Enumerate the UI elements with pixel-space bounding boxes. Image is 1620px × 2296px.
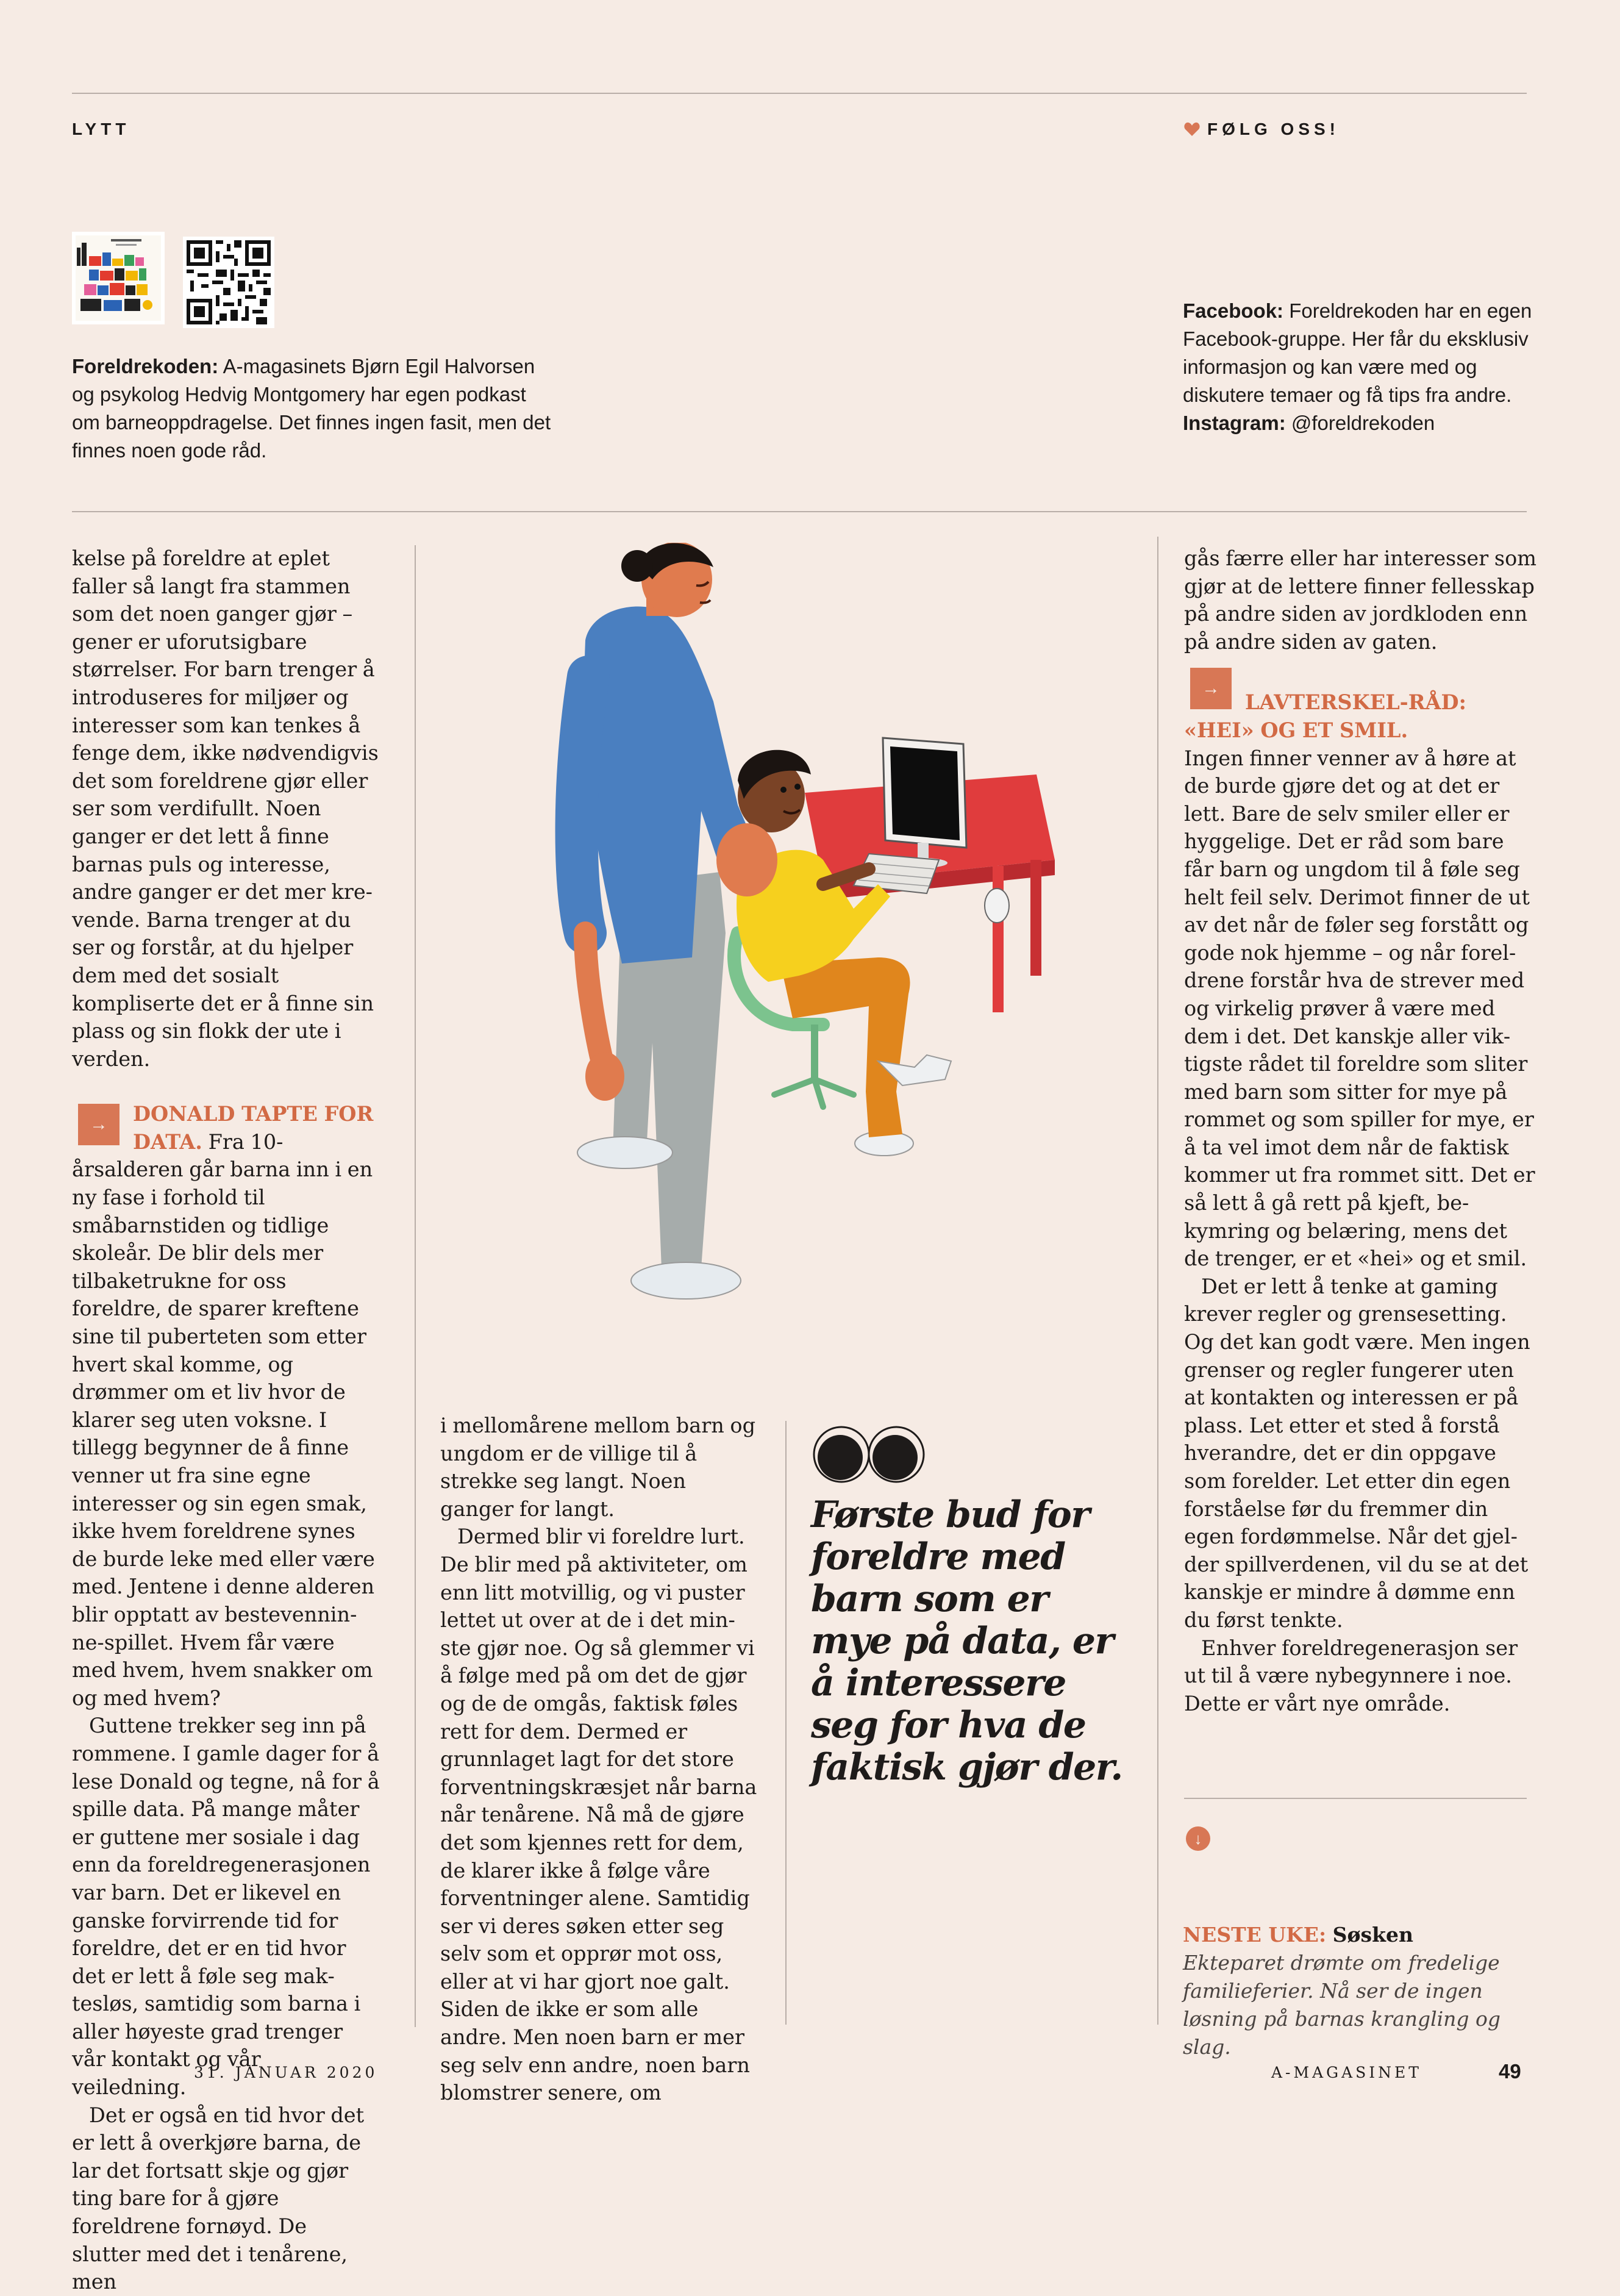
arrow-down-icon[interactable]: ↓: [1186, 1826, 1210, 1851]
arrow-right-icon: →: [78, 1104, 120, 1145]
col1-subhead: DONALD TAPTE FOR DATA.: [133, 1102, 374, 1154]
podcast-cover[interactable]: [72, 232, 165, 324]
col3-subhead-paragraph: [1184, 668, 1536, 744]
section-rule: [72, 511, 1527, 512]
follow-kicker-label: FØLG OSS!: [1207, 120, 1340, 138]
col2-paragraph-2: Dermed blir vi foreldre lurt. De blir med på aktiviteter, om enn litt motvillig, og vi puster lettet ut over at de i det minste gjør noe. Og så glemmer vi å følge med på om det de gjør og de de omgås, faktisk føles rett for dem. Dermed er grunnlaget lagt for det store forventningskræsjet når barna når tenårene. Nå må de gjøre det som kjennes rett for dem, de klarer ikke å følge våre forventninger alene. Samtidig ser vi deres søken etter seg selv som et opprør mot oss, eller at vi har gjort noe galt. Siden de ikke er som alle andre. Men noen barn er mer seg selv enn andre, noen barn blomstrer senere, om: [440, 1525, 757, 2105]
podcast-text: A-magasinets Bjørn Egil Halvorsen og psykolog Hedvig Montgomery har egen podkast om barneoppdragelse. Det finnes ingen fasit, men det finnes noen gode råd.: [72, 355, 551, 462]
col1-paragraph-2: Fra 10-årsalderen går barna inn i en ny fase i forhold til småbarnstiden og tidlige skoleår. De blir dels mer tilbaketrukne for oss foreldre, de sparer kreftene sine til puberteten som etter hvert skal komme, og drømmer om et liv hvor de klarer seg uten voksne. I tillegg begynner de å finne venner ut fra sine egne interesser og sin egen smak, ikke hvem foreldrene synes de burde leke med eller være med. Jentene i denne alderen blir opptatt av bestevenninne-spillet. Hvem får være med hvem, hvem snakker om og med hvem?: [72, 1129, 375, 1710]
footer-magazine: A-MAGASINET: [1271, 2064, 1422, 2081]
podcast-description: [72, 352, 554, 465]
col1-subhead-paragraph: [72, 1100, 380, 1712]
col3-paragraph-3: Det er lett å tenke at gaming krever regler og grensesetting. Og det kan godt være. Men ingen grenser og regler fungerer uten at kontakten og interessen er på plass. Let etter et sted å forstå hverandre, det er din oppgave som forelder. Let etter din egen forståelse før du fremmer din egen fordømmelse. Når det gjelder spillverdenen, vil du se at det kanskje er mindre å dømme enn du først tenkte.: [1184, 1274, 1530, 1632]
social-info: [1183, 297, 1536, 437]
podcast-cover-art: [72, 232, 165, 324]
arrow-right-icon: →: [1190, 668, 1232, 709]
col1-paragraph-3: Guttene trekker seg inn på rommene. I gamle dager for å lese Donald og tegne, nå for å spille data. På mange måter er guttene mer sosiale i dag enn da foreldregenerasjonen var barn. Det er likevel en ganske forvirrende tid for foreldre, det er en tid hvor det er lett å føle seg maktesløs, samtidig som barna i aller høyeste grad trenger vår kontakt og vår veiledning.: [72, 1714, 380, 2100]
facebook-text: Foreldrekoden har en egen Facebook-gruppe. Her får du eksklusiv informasjon og kan være med og diskutere temaer og få tips fra andre.: [1183, 299, 1532, 406]
column-divider-3: [1157, 537, 1158, 2025]
col3-subhead: LAVTERSKEL-RÅD: «HEI» OG ET SMIL.: [1184, 690, 1466, 742]
facebook-label: Facebook:: [1183, 299, 1284, 322]
pull-quote: Første bud for foreldre med barn som er mye på data, er å interessere seg for hva de faktisk gjør der.: [811, 1493, 1122, 1789]
podcast-label: Foreldrekoden:: [72, 355, 219, 377]
col3-paragraph-1: gås færre eller har interesser som gjør at de lettere finner fellesskap på andre siden av jordkloden enn på andre siden av gaten.: [1184, 546, 1537, 654]
footer-date: 31. JANUAR 2020: [194, 2064, 378, 2081]
page-number: 49: [1499, 2060, 1521, 2083]
next-week-rule: [1184, 1798, 1527, 1799]
next-week: [1183, 1921, 1536, 2061]
top-rule: [72, 93, 1527, 94]
next-week-topic: Søsken: [1332, 1923, 1413, 1947]
heart-icon: [1184, 122, 1200, 137]
col1-paragraph-4: Det er også en tid hvor det er lett å overkjøre barna, de lar det fortsatt skje og gjør ting bare for å gjøre foreldrene fornøyd. De slutter med det i tenårene, men: [72, 2103, 365, 2294]
listen-kicker: LYTT: [72, 120, 130, 138]
article-column-2: [440, 1412, 757, 2107]
article-column-3: [1184, 545, 1536, 1717]
next-week-teaser: Ekteparet drømte om fredelige familieferier. Nå ser de ingen løsning på barnas krangling og slag.: [1183, 1951, 1501, 2059]
col1-paragraph: kelse på foreldre at eplet faller så langt fra stammen som det noen ganger gjør – gener er uforutsigbare størrelser. For barn trenger å introduseres for miljøer og interesser som kan tenkes å fenge dem, ikke nødvendigvis det som foreldrene gjør eller ser som verdifullt. Noen ganger er det lett å finne barnas puls og interesse, andre ganger er det mer krevende. Barna trenger at du ser og forstår, at du hjelper dem med det sosialt kompliserte det er å finne sin plass og sin flokk der ute i verden.: [72, 546, 379, 1071]
column-divider-1: [415, 545, 416, 2027]
col2-paragraph-1: i mellomårene mellom barn og ungdom er de villige til å strekke seg langt. Noen ganger for langt.: [440, 1414, 756, 1521]
quote-marks-icon: [811, 1421, 927, 1490]
article-column-1: [72, 545, 380, 2296]
instagram-handle[interactable]: @foreldrekoden: [1291, 412, 1435, 434]
illustration-parent-child-computer: [537, 543, 1073, 1329]
col3-paragraph-2: Ingen finner venner av å høre at de burde gjøre det og at det er lett. Bare de selv smiler eller er hyggelige. Det er råd som bare får barn og ungdom til å føle seg helt feil selv. Derimot finner de ut av det når de føler seg forstått og gode nok hjemme – og når foreldrene forstår hva de strever med og virkelig prøver å være med dem i det. Det kanskje aller viktigste rådet til foreldre som sliter med barn som sitter for mye på rommet og som spiller for mye, er å ta vel imot dem når de faktisk kommer ut fra rommet sitt. Det er så lett å gå rett på kjeft, bekymring og belæring, mens det de trenger, er et «hei» og et smil.: [1184, 746, 1535, 1271]
follow-kicker: [1184, 120, 1340, 139]
next-week-label: NESTE UKE:: [1183, 1923, 1327, 1947]
column-divider-2: [785, 1421, 787, 2025]
col3-paragraph-4: Enhver foreldregenerasjon ser ut til å være nybegynnere i noe. Dette er vårt nye område.: [1184, 1636, 1518, 1715]
qr-code-icon[interactable]: [183, 237, 274, 328]
instagram-label: Instagram:: [1183, 412, 1286, 434]
